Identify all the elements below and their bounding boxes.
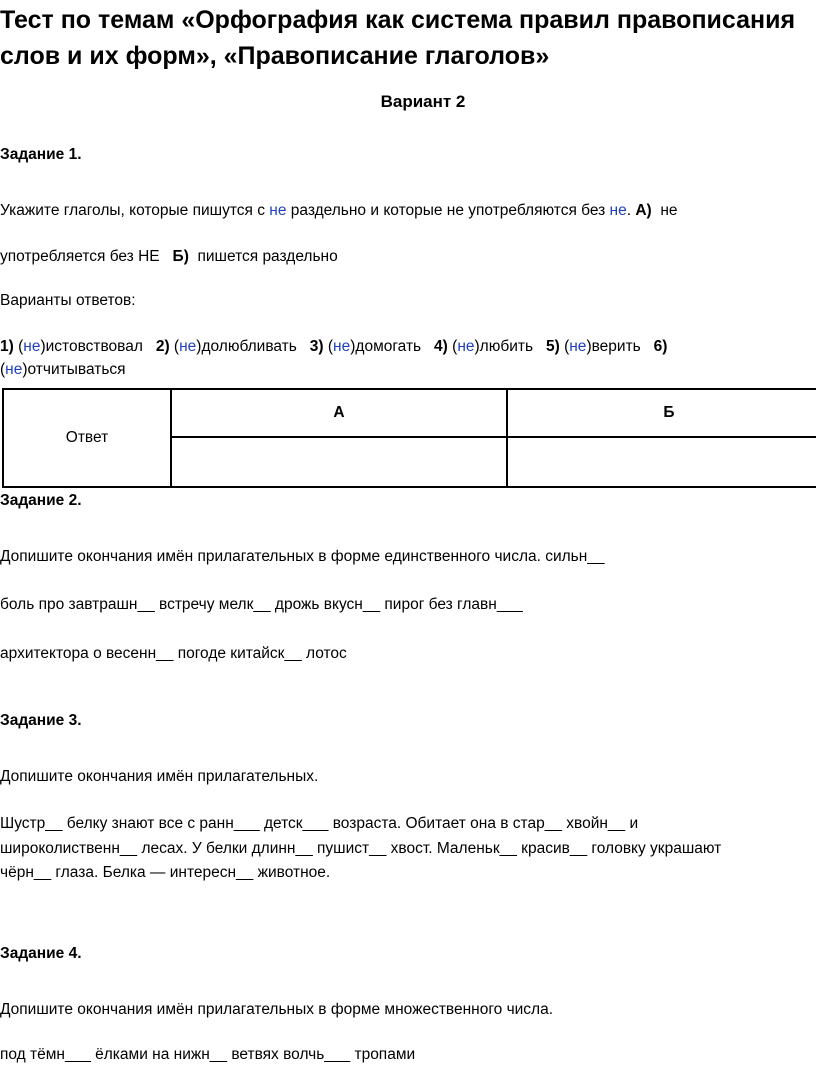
options-line-1: 1) (не)истовствовал 2) (не)долюбливать 3) (не)домогать 4) (не)любить 5) (не)верить 6) bbox=[0, 338, 668, 355]
option-word: верить bbox=[591, 338, 641, 355]
ne-highlight: не bbox=[569, 338, 587, 355]
option-number: 6) bbox=[653, 338, 668, 355]
task2-line-2: боль про завтрашн__ встречу мелк__ дрожь вкусн__ пирог без главн___ bbox=[0, 596, 523, 613]
task1-text-part1: Укажите глаголы, которые пишутся с bbox=[0, 202, 270, 219]
options-label: Варианты ответов: bbox=[0, 292, 136, 309]
answer-a-text: не bbox=[651, 202, 678, 219]
answer-cell-a[interactable] bbox=[171, 437, 507, 487]
task2-line-3: архитектора о весенн__ погоде китайск__ лотос bbox=[0, 645, 347, 662]
task1-text-part2: раздельно и которые не употребляются без bbox=[286, 202, 610, 219]
option-number: 3) bbox=[309, 338, 324, 355]
ne-highlight: не bbox=[179, 338, 197, 355]
task1-instruction bbox=[0, 202, 678, 220]
option-number: 5) bbox=[545, 338, 560, 355]
task1-text-part3: . bbox=[626, 202, 636, 219]
task4-heading: Задание 4. bbox=[0, 945, 82, 962]
option-word: отчитываться bbox=[27, 361, 126, 378]
option-word: домогать bbox=[355, 338, 422, 355]
page-title-line-2: слов и их форм», «Правописание глаголов» bbox=[0, 42, 550, 70]
option-word: истовствовал bbox=[45, 338, 143, 355]
column-a-header: А bbox=[171, 389, 507, 437]
ne-highlight: не bbox=[333, 338, 351, 355]
option-number: 1) bbox=[0, 338, 14, 355]
task2-line-1: Допишите окончания имён прилагательных в форме единственного числа. сильн__ bbox=[0, 548, 605, 565]
task4-line-1: Допишите окончания имён прилагательных в форме множественного числа. bbox=[0, 1001, 554, 1018]
answer-b-text: пишется раздельно bbox=[188, 248, 338, 265]
page-title-line-1: Тест по темам «Орфография как система правил правописания bbox=[0, 6, 796, 34]
ne-highlight: не bbox=[5, 361, 23, 378]
ne-highlight: не bbox=[23, 338, 41, 355]
answer-b-label: Б) bbox=[172, 248, 189, 265]
answer-cell-b[interactable] bbox=[507, 437, 816, 487]
answer-row-label: Ответ bbox=[3, 389, 171, 487]
ne-highlight: не bbox=[457, 338, 475, 355]
answer-a-label: А) bbox=[635, 202, 652, 219]
ne-highlight: не bbox=[609, 202, 627, 219]
task3-line-3: широколиственн__ лесах. У белки длинн__ пушист__ хвост. Маленьк__ красив__ головку украшают bbox=[0, 840, 722, 857]
task1-line2-text: употребляется без НЕ bbox=[0, 248, 173, 265]
options-line-2: (не)отчитываться bbox=[0, 361, 126, 378]
task2-heading: Задание 2. bbox=[0, 492, 82, 509]
option-word: долюбливать bbox=[201, 338, 297, 355]
column-b-header: Б bbox=[507, 389, 816, 437]
option-number: 4) bbox=[434, 338, 448, 355]
task1-heading: Задание 1. bbox=[0, 146, 82, 163]
task3-line-4: чёрн__ глаза. Белка — интересн__ животное. bbox=[0, 864, 331, 881]
task3-heading: Задание 3. bbox=[0, 712, 82, 729]
task4-line-2: под тёмн___ ёлками на нижн__ ветвях волчь___ тропами bbox=[0, 1046, 416, 1063]
variant-heading: Вариант 2 bbox=[380, 92, 466, 111]
task1-instruction-line2 bbox=[0, 248, 338, 266]
option-word: любить bbox=[479, 338, 534, 355]
option-number: 2) bbox=[155, 338, 170, 355]
ne-highlight: не bbox=[269, 202, 287, 219]
answer-table bbox=[2, 388, 816, 488]
task3-line-2: Шустр__ белку знают все с ранн___ детск___ возраста. Обитает она в стар__ хвойн__ и bbox=[0, 815, 639, 832]
task3-line-1: Допишите окончания имён прилагательных. bbox=[0, 768, 319, 785]
